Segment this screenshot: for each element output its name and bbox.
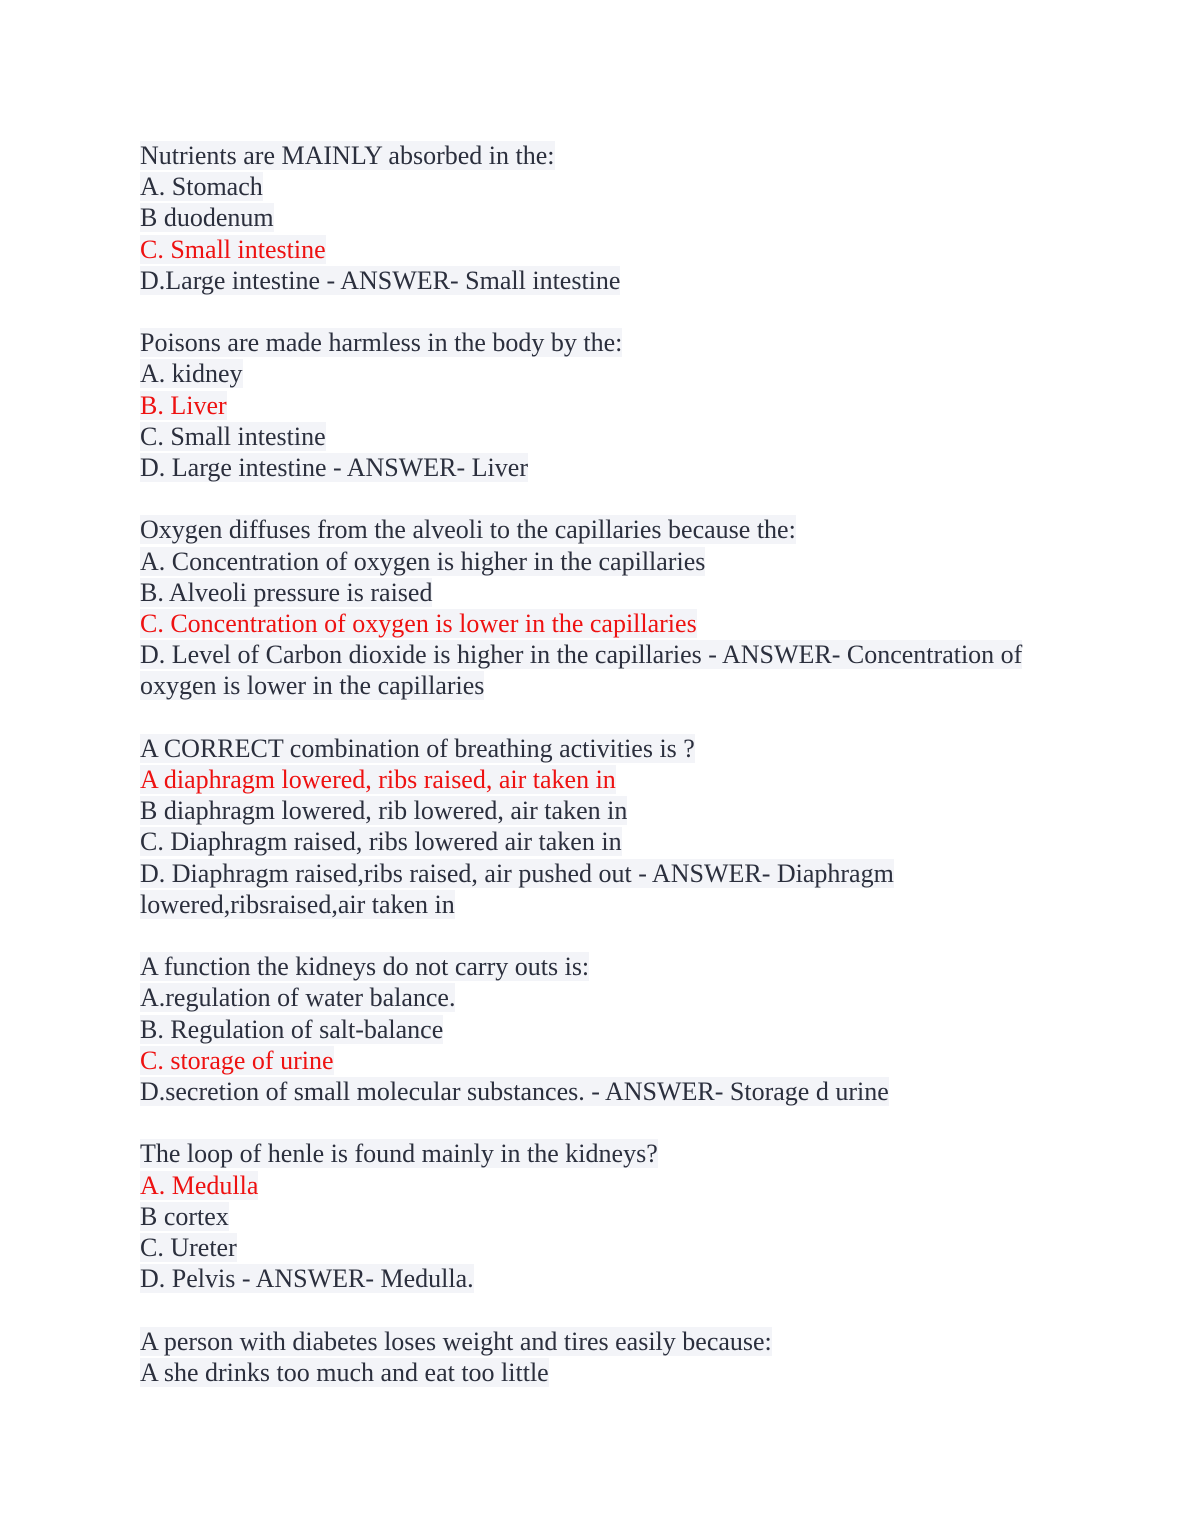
answer-option: B. Regulation of salt-balance	[140, 1014, 444, 1044]
answer-option: D. Large intestine - ANSWER- Liver	[140, 453, 528, 483]
answer-option: A.regulation of water balance.	[140, 983, 456, 1013]
question-1	[140, 140, 1050, 296]
answer-option: D. Diaphragm raised,ribs raised, air pushed out - ANSWER- Diaphragm lowered,ribsraised,air taken in	[140, 858, 894, 919]
question-prompt: A function the kidneys do not carry outs is:	[140, 952, 590, 982]
question-prompt: A person with diabetes loses weight and tires easily because:	[140, 1326, 772, 1356]
question-2	[140, 327, 1050, 483]
question-prompt: A CORRECT combination of breathing activities is ?	[140, 733, 695, 763]
answer-option: C. Ureter	[140, 1233, 237, 1263]
document-page	[140, 140, 1050, 1419]
question-4	[140, 733, 1050, 920]
answer-option: B diaphragm lowered, rib lowered, air taken in	[140, 796, 628, 826]
question-prompt: The loop of henle is found mainly in the kidneys?	[140, 1139, 658, 1169]
correct-answer-option: A. Medulla	[140, 1170, 259, 1200]
question-5	[140, 951, 1050, 1107]
question-3	[140, 514, 1050, 701]
answer-option: B. Alveoli pressure is raised	[140, 577, 433, 607]
correct-answer-option: A diaphragm lowered, ribs raised, air taken in	[140, 765, 616, 795]
answer-option: B cortex	[140, 1201, 229, 1231]
correct-answer-option: C. Concentration of oxygen is lower in the capillaries	[140, 609, 697, 639]
question-prompt: Nutrients are MAINLY absorbed in the:	[140, 141, 555, 170]
answer-option: D.secretion of small molecular substances. - ANSWER- Storage d urine	[140, 1077, 889, 1107]
answer-option: D. Level of Carbon dioxide is higher in the capillaries - ANSWER- Concentration of oxygen is lower in the capillaries	[140, 640, 1023, 701]
question-prompt: Poisons are made harmless in the body by the:	[140, 328, 623, 358]
correct-answer-option: B. Liver	[140, 390, 227, 420]
answer-option: A. Concentration of oxygen is higher in the capillaries	[140, 546, 706, 576]
question-prompt: Oxygen diffuses from the alveoli to the capillaries because the:	[140, 515, 796, 545]
correct-answer-option: C. storage of urine	[140, 1045, 334, 1075]
answer-option: A. kidney	[140, 359, 243, 389]
answer-option: A she drinks too much and eat too little	[140, 1357, 549, 1387]
answer-option: C. Small intestine	[140, 421, 326, 451]
question-6	[140, 1138, 1050, 1294]
correct-answer-option: C. Small intestine	[140, 234, 326, 264]
answer-option: C. Diaphragm raised, ribs lowered air taken in	[140, 827, 622, 857]
answer-option: A. Stomach	[140, 172, 263, 202]
answer-option: B duodenum	[140, 203, 274, 233]
answer-option: D.Large intestine - ANSWER- Small intestine	[140, 265, 621, 295]
question-7	[140, 1326, 1050, 1388]
answer-option: D. Pelvis - ANSWER- Medulla.	[140, 1264, 474, 1294]
